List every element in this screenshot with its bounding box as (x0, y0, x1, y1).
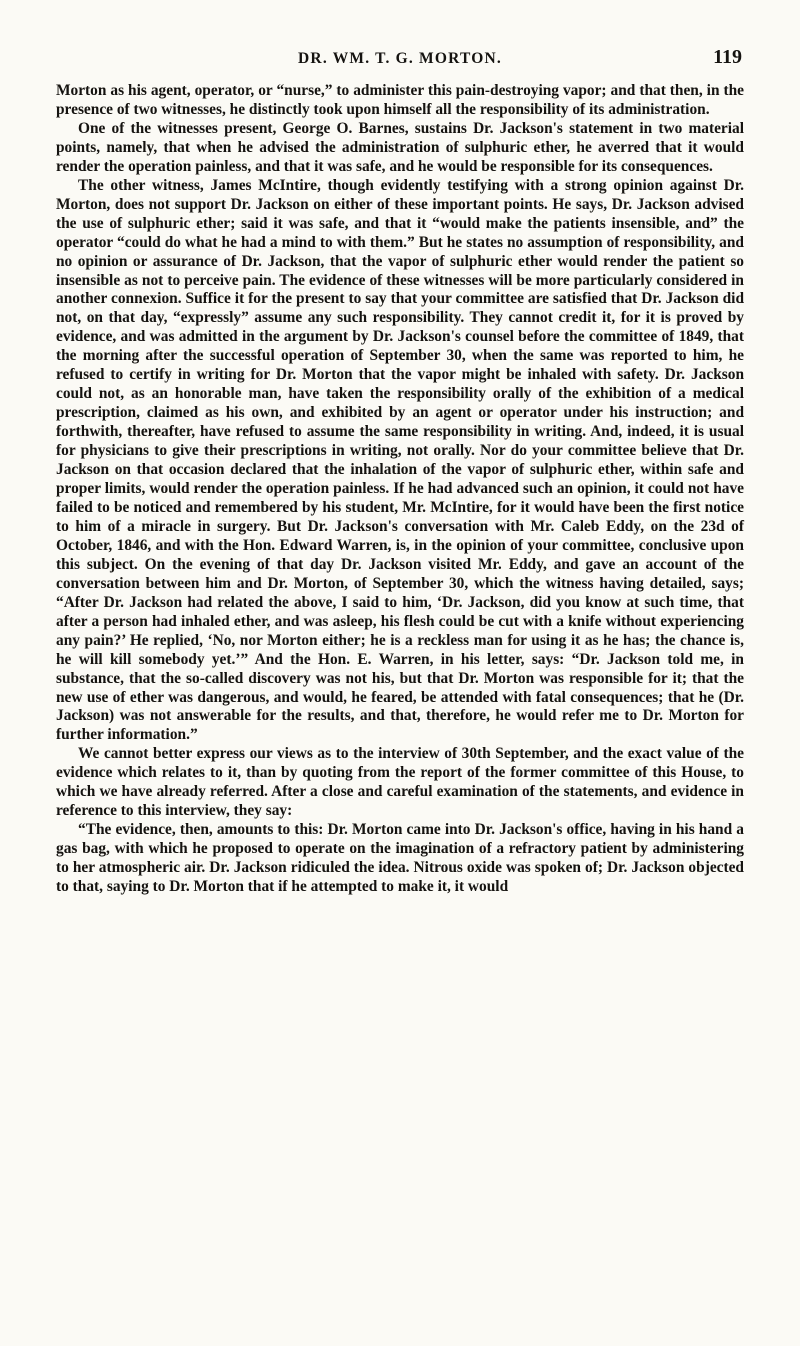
paragraph-1: Morton as his agent, operator, or “nurse,” to administer this pain-destroying vapor; and that then, in the presence of two witnesses, he distinctly took upon himself all the responsibility of its administration. (56, 82, 744, 118)
running-title: DR. WM. T. G. MORTON. (298, 50, 502, 67)
running-head (0, 46, 800, 74)
paragraph-3: The other witness, James McIntire, though evidently testifying with a strong opinion against Dr. Morton, does not support Dr. Jackson on either of these important points. He says, Dr. Jackson advised the use of sulphuric ether; said it was safe, and that it “would make the patients insensible, and” the operator “could do what he had a mind to with them.” But he states no assumption of responsibility, and no opinion or assurance of Dr. Jackson, that the vapor of sulphuric ether would render the patient so insensible as not to perceive pain. The evidence of these witnesses will be more particularly considered in another connexion. Suffice it for the present to say that your committee are satisfied that Dr. Jackson did not, on that day, “expressly” assume any such responsibility. They cannot credit it, for it is proved by evidence, and was admitted in the argument by Dr. Jackson's counsel before the committee of 1849, that the morning after the successful operation of September 30, when the same was reported to him, he refused to certify in writing for Dr. Morton that the vapor might be inhaled with safety. Dr. Jackson could not, as an honorable man, have taken the responsibility orally of the exhibition of a medical prescription, claimed as his own, and exhibited by an agent or operator under his instruction; and forthwith, thereafter, have refused to assume the same responsibility in writing. And, indeed, it is usual for physicians to give their prescriptions in writing, not orally. Nor do your committee believe that Dr. Jackson on that occasion declared that the inhalation of the vapor of sulphuric ether, within safe and proper limits, would render the operation painless. If he had advanced such an opinion, it could not have failed to be noticed and remembered by his student, Mr. McIntire, for it would have been the first notice to him of a miracle in surgery. But Dr. Jackson's conversation with Mr. Caleb Eddy, on the 23d of October, 1846, and with the Hon. Edward Warren, is, in the opinion of your committee, conclusive upon this subject. On the evening of that day Dr. Jackson visited Mr. Eddy, and gave an account of the conversation between him and Dr. Morton, of September 30, which the witness having detailed, says; “After Dr. Jackson had related the above, I said to him, ‘Dr. Jackson, did you know at such time, that after a person had inhaled ether, and was asleep, his flesh could be cut with a knife without experiencing any pain?’ He replied, ‘No, nor Morton either; he is a reckless man for using it as he has; the chance is, he will kill somebody yet.’” And the Hon. E. Warren, in his letter, says: “Dr. Jackson told me, in substance, that the so-called discovery was not his, but that Dr. Morton was responsible for it; that the new use of ether was dangerous, and would, he feared, be attended with fatal consequences; that he (Dr. Jackson) was not answerable for the results, and that, therefore, he would refer me to Dr. Morton for further information.” (56, 176, 744, 744)
paragraph-5: “The evidence, then, amounts to this: Dr. Morton came into Dr. Jackson's office, having in his hand a gas bag, with which he proposed to operate on the imagination of a refractory patient by administering to her atmospheric air. Dr. Jackson ridiculed the idea. Nitrous oxide was spoken of; Dr. Jackson objected to that, saying to Dr. Morton that if he attempted to make it, it would (56, 821, 744, 896)
page-number: 119 (713, 46, 742, 68)
body-text (56, 82, 744, 897)
paragraph-4: We cannot better express our views as to the interview of 30th September, and the exact value of the evidence which relates to it, than by quoting from the report of the former committee of this House, to which we have already referred. After a close and careful examination of the statements, and evidence in reference to this interview, they say: (56, 745, 744, 820)
paragraph-2: One of the witnesses present, George O. Barnes, sustains Dr. Jackson's statement in two material points, namely, that when he advised the administration of sulphuric ether, he averred that it would render the operation painless, and that it was safe, and he would be responsible for its consequences. (56, 119, 744, 175)
